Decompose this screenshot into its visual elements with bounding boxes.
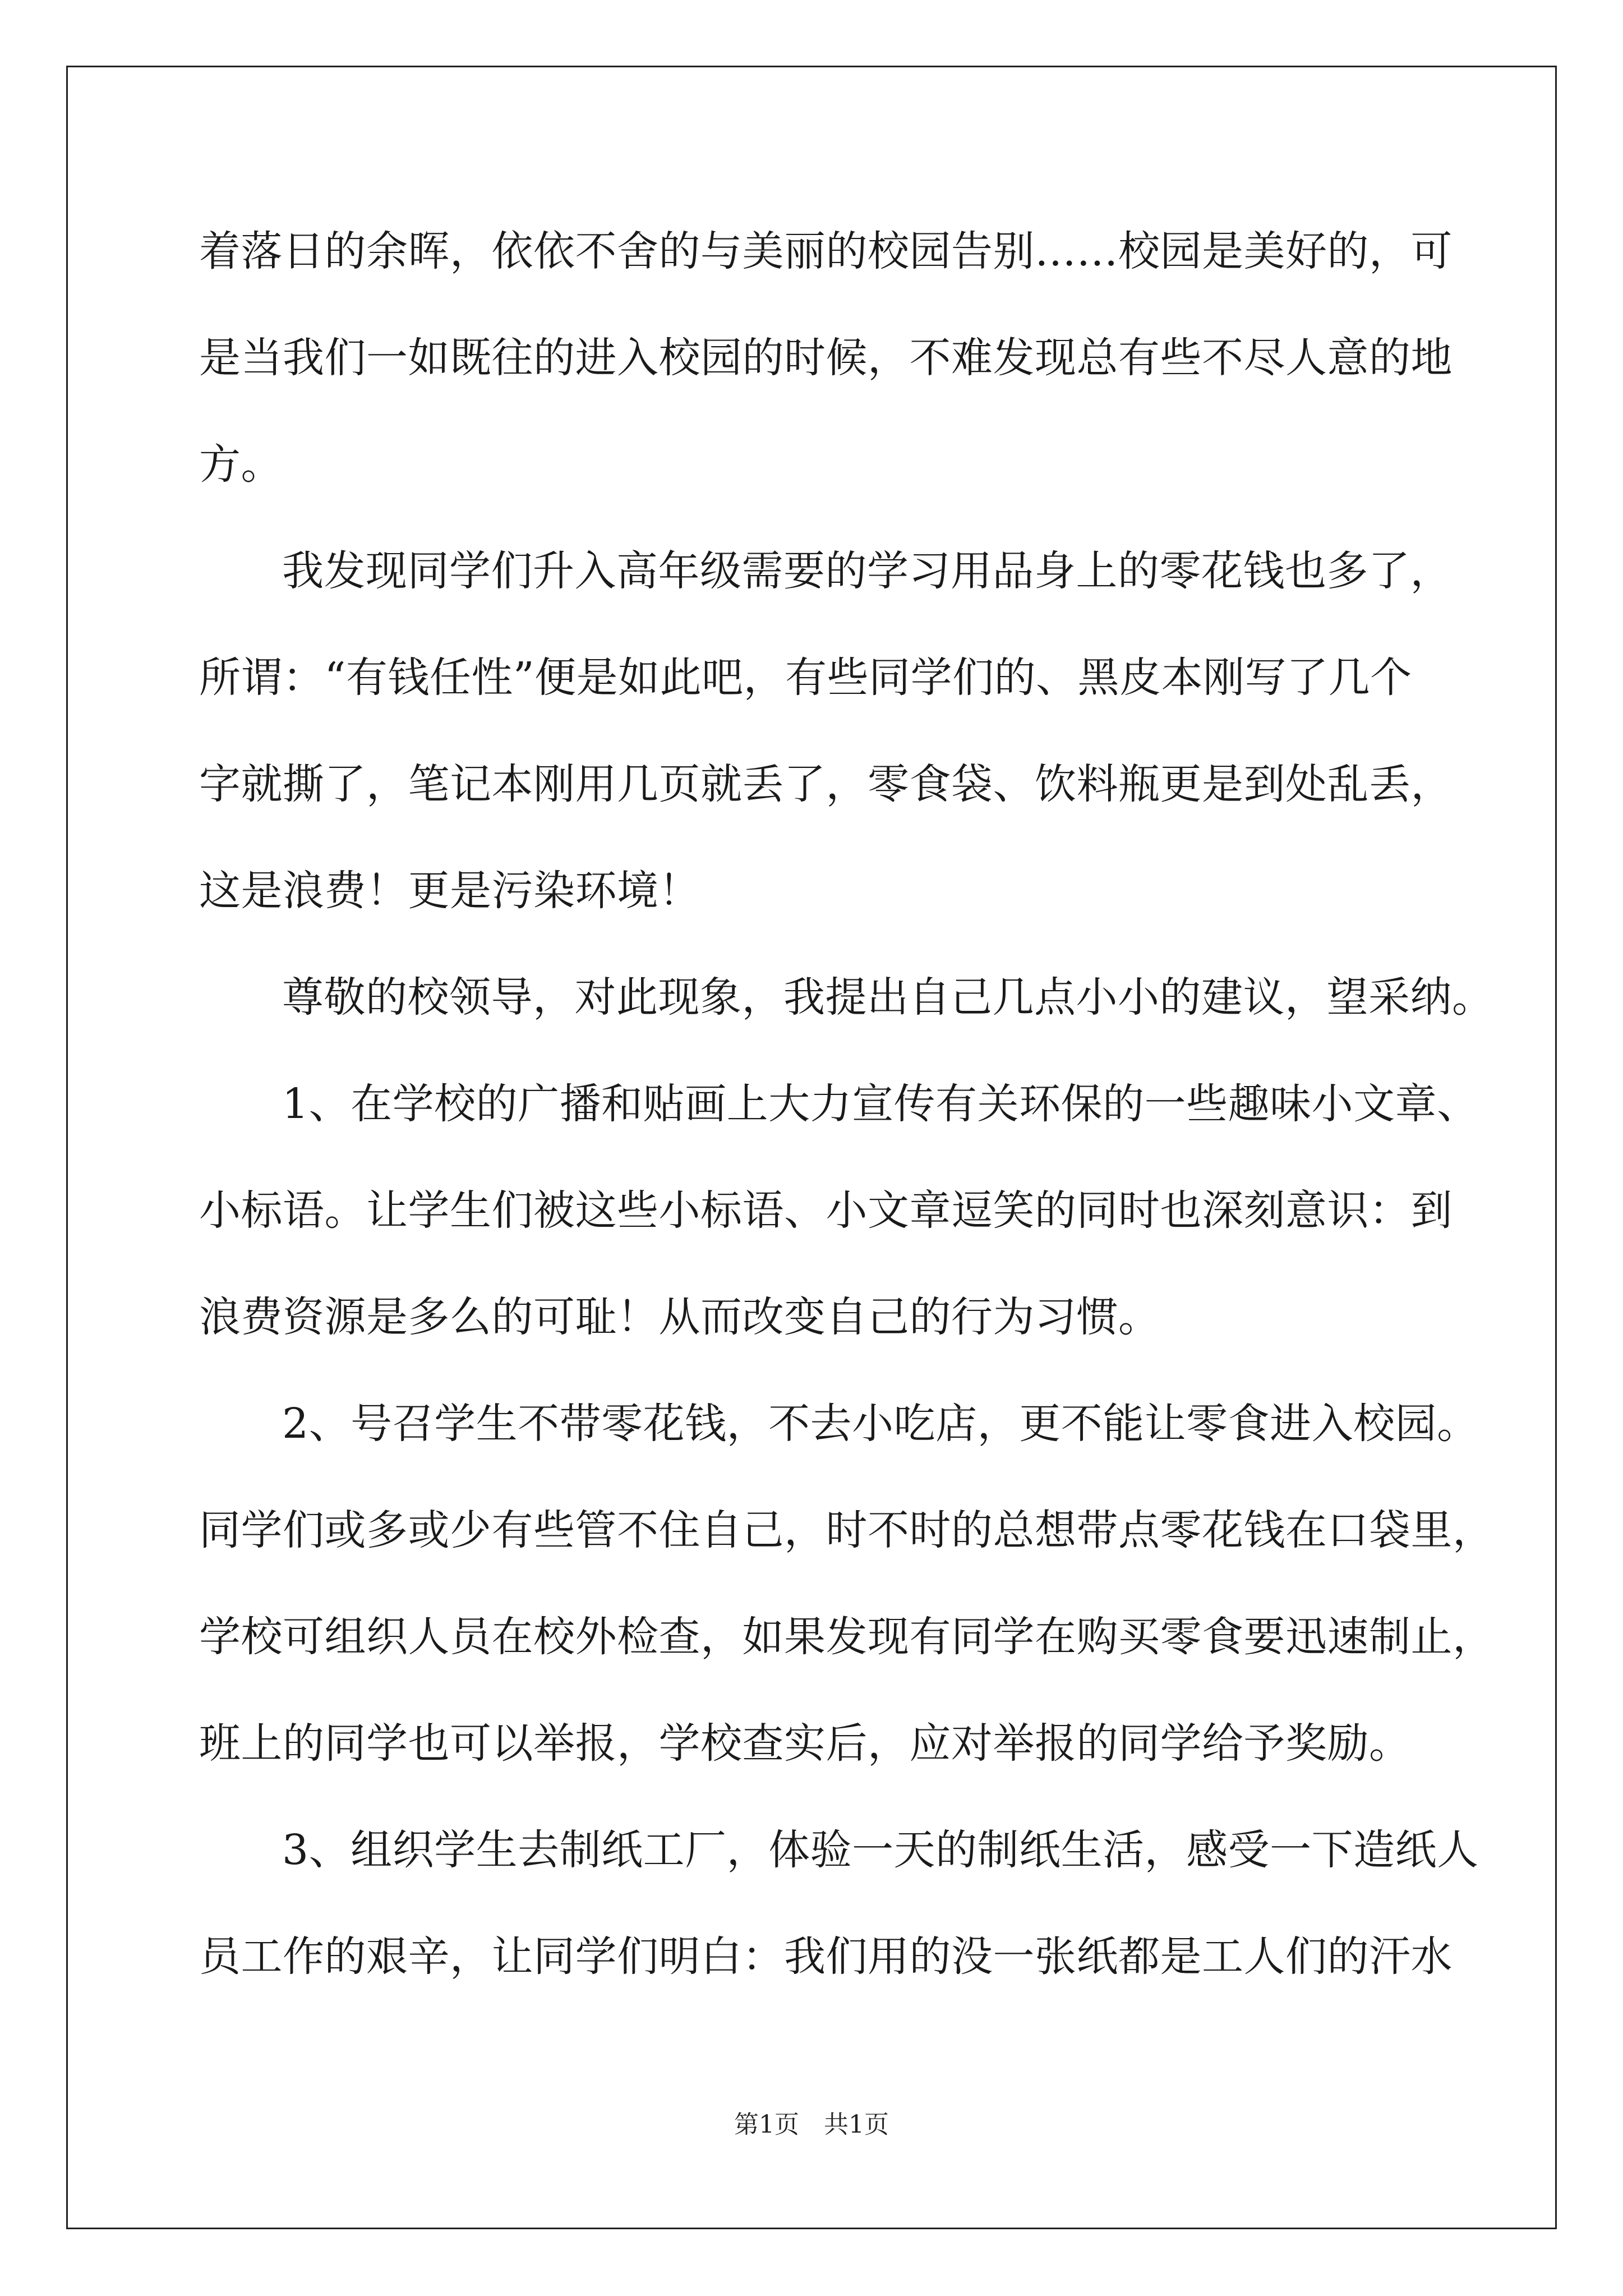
document-body bbox=[199, 215, 1495, 2027]
text-line: 学校可组织人员在校外检查，如果发现有同学在购买零食要迅速制止， bbox=[199, 1613, 1495, 1661]
text-line: 这是浪费！更是污染环境！ bbox=[199, 867, 700, 915]
text-line: 同学们或多或少有些管不住自己，时不时的总想带点零花钱在口袋里， bbox=[199, 1506, 1495, 1554]
text-line: 我发现同学们升入高年级需要的学习用品身上的零花钱也多了， bbox=[282, 547, 1452, 595]
text-line: 员工作的艰辛，让同学们明白：我们用的没一张纸都是工人们的汗水 bbox=[199, 1932, 1453, 1981]
page-number-footer: 第1页 共1页 bbox=[734, 2110, 889, 2139]
text-line: 1、在学校的广播和贴画上大力宣传有关环保的一些趣味小文章、 bbox=[282, 1080, 1479, 1128]
text-line: 字就撕了，笔记本刚用几页就丢了，零食袋、饮料瓶更是到处乱丢， bbox=[199, 760, 1453, 808]
text-line: 是当我们一如既往的进入校园的时候，不难发现总有些不尽人意的地 bbox=[199, 334, 1453, 382]
text-line: 浪费资源是多么的可耻！从而改变自己的行为习惯。 bbox=[199, 1293, 1160, 1341]
text-line: 方。 bbox=[199, 440, 283, 489]
text-line: 2、号召学生不带零花钱，不去小吃店，更不能让零食进入校园。 bbox=[282, 1400, 1479, 1448]
text-line: 着落日的余晖，依依不舍的与美丽的校园告别……校园是美好的，可 bbox=[199, 227, 1453, 275]
text-line: 所谓：“有钱任性”便是如此吧，有些同学们的、黑皮本刚写了几个 bbox=[199, 654, 1412, 702]
text-line: 班上的同学也可以举报，学校查实后，应对举报的同学给予奖励。 bbox=[199, 1719, 1411, 1768]
text-line: 尊敬的校领导，对此现象，我提出自己几点小小的建议，望采纳。 bbox=[282, 973, 1494, 1022]
text-line: 3、组织学生去制纸工厂，体验一天的制纸生活，感受一下造纸人 bbox=[282, 1826, 1479, 1874]
text-line: 小标语。让学生们被这些小标语、小文章逗笑的同时也深刻意识：到 bbox=[199, 1186, 1453, 1235]
